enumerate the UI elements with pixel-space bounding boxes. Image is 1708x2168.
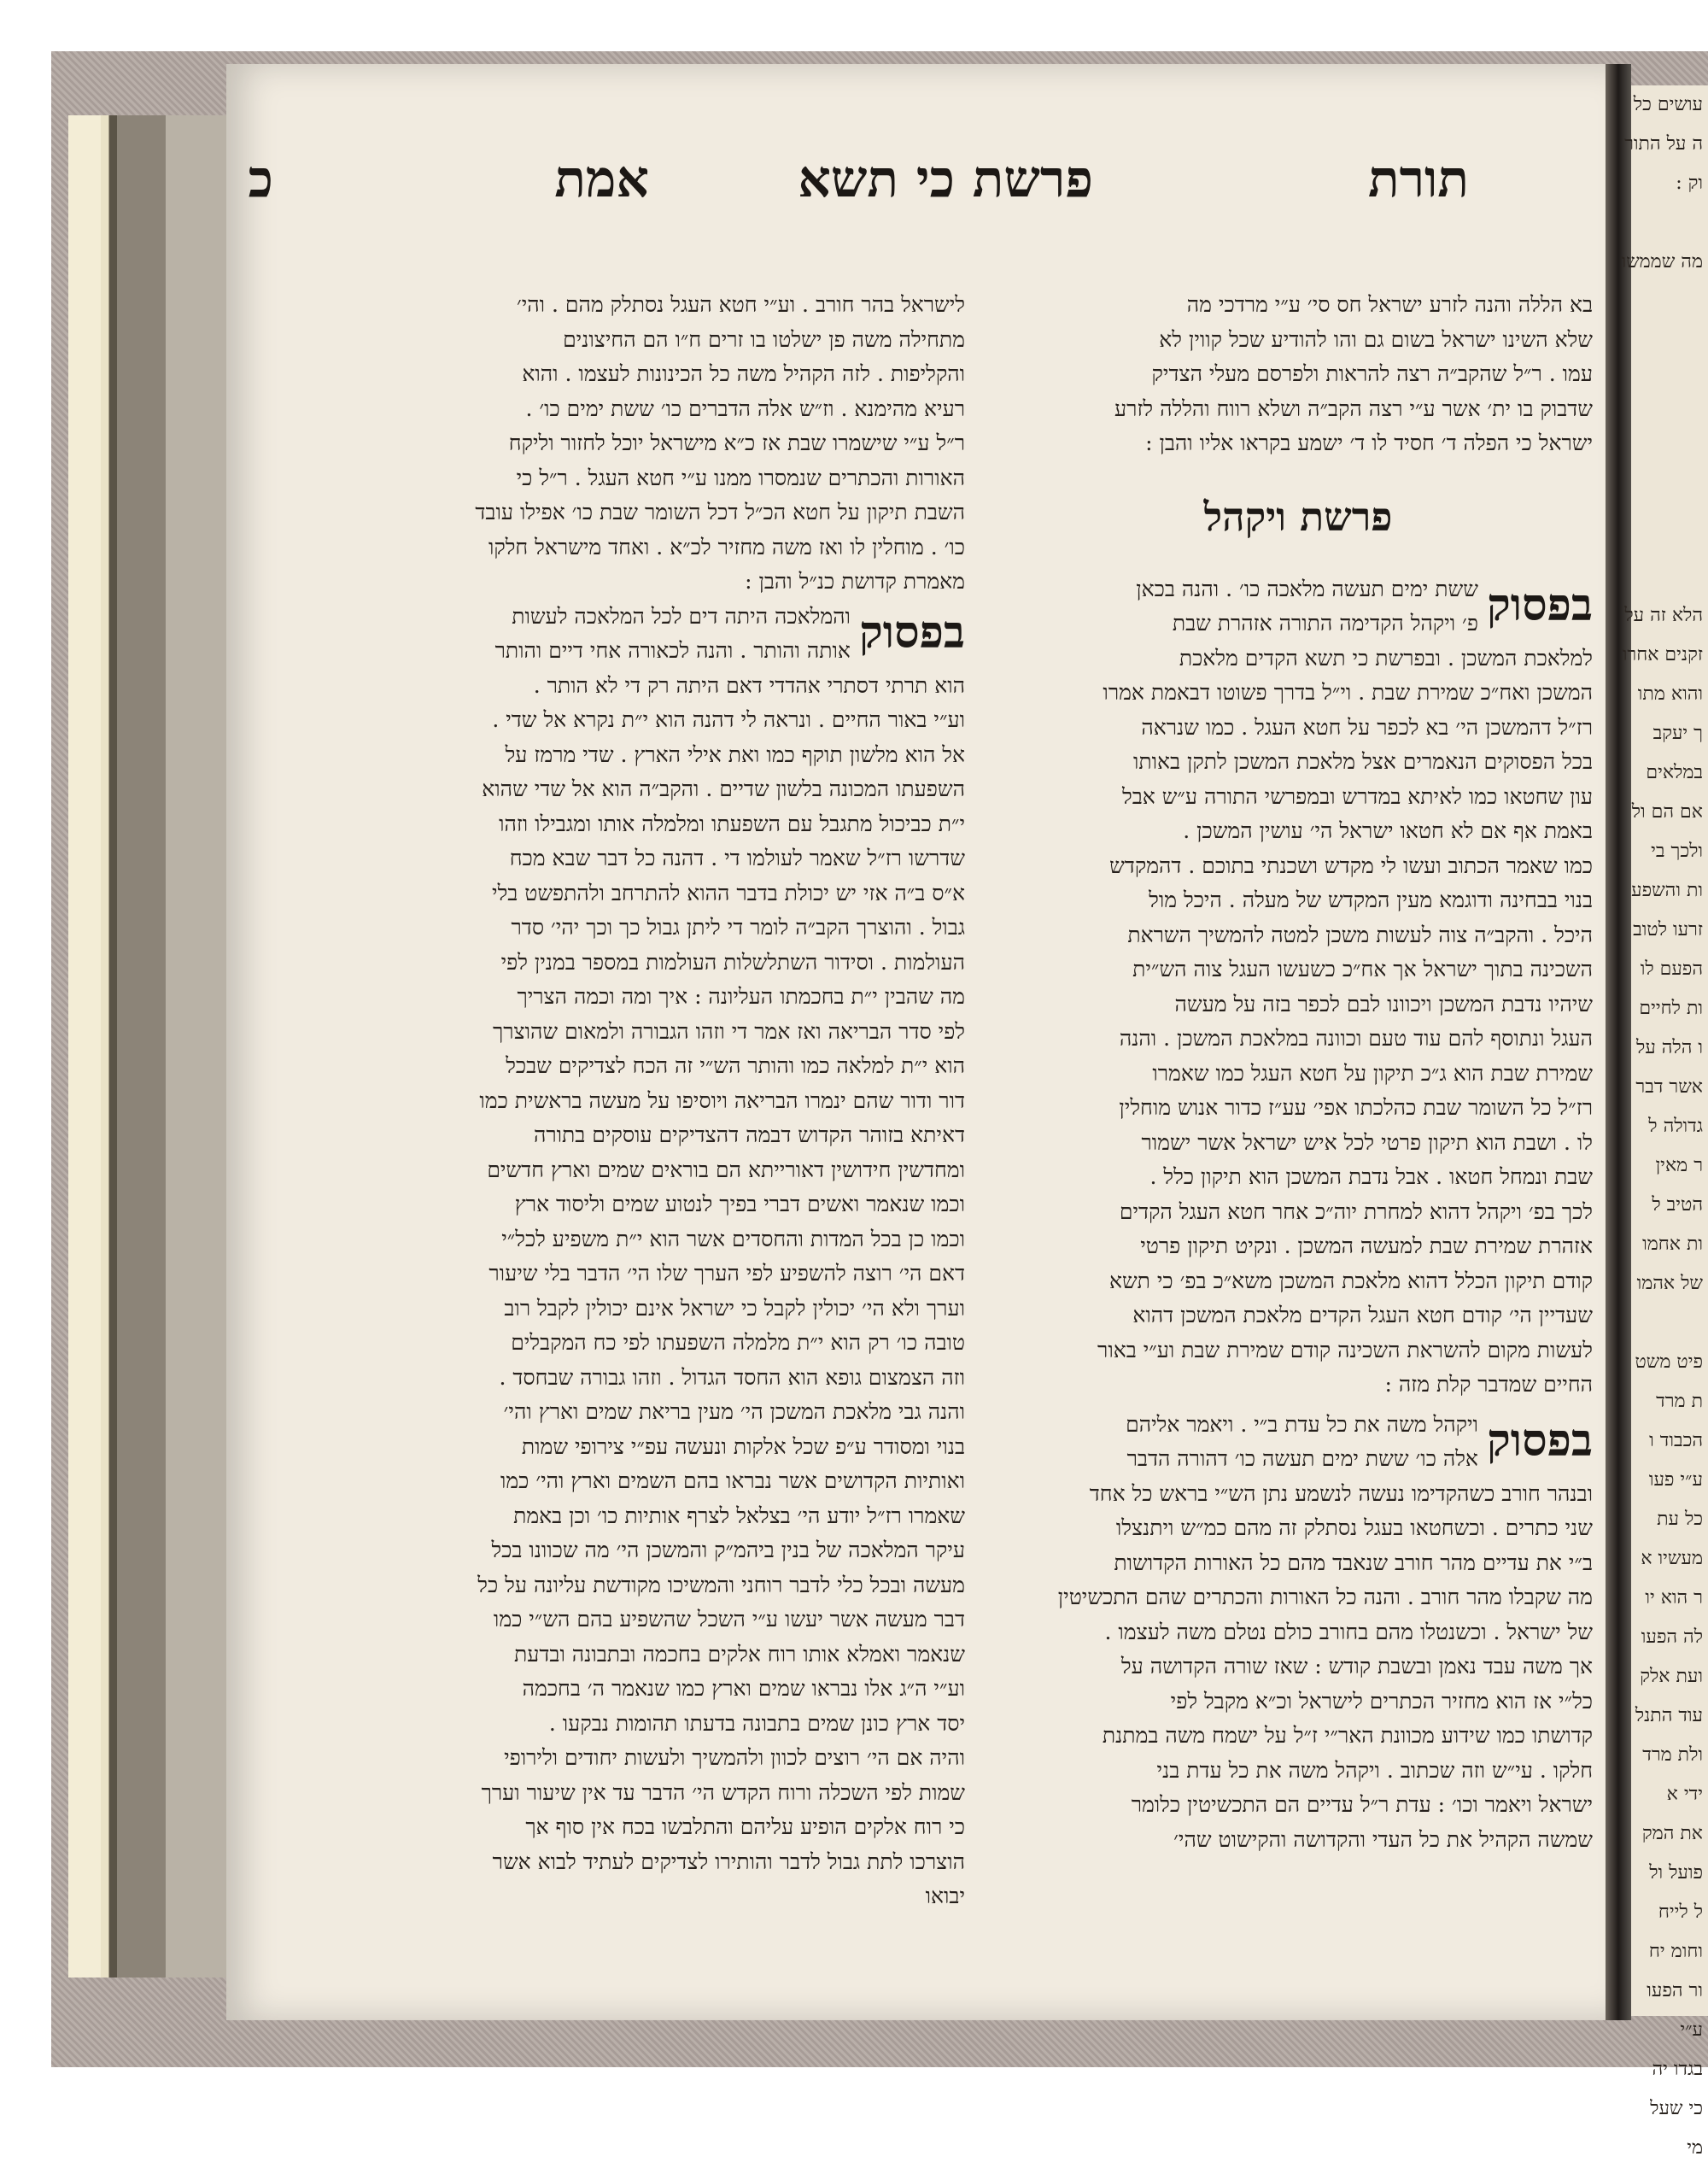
text-line: שמירת שבת הוא ג״כ תיקון על חטא העגל כמו שאמרו (1152, 1060, 1593, 1086)
text-line: של ישראל . וכשנטלו מהם בחורב כולם נטלם משה לעצמו . (1104, 1619, 1593, 1644)
text-line: היכל . והקב״ה צוה לעשות משכן למטה להמשיך השראת (1127, 922, 1593, 947)
facing-page-fragment (1631, 282, 1708, 321)
text-line: שאמרו רז״ל יודע הי׳ בצלאל לצרף אותיות כו׳ וכן באמת (513, 1503, 965, 1528)
text-line: בא הללה והנה לזרע ישראל חס סי׳ ע״י מרדכי מה (1186, 292, 1593, 317)
text-line: ישראל כי הפלה ד׳ חסיד לו ד׳ ישמע בקראו אליו והבן : (1145, 431, 1593, 455)
text-line: לפי סדר הבריאה ואז אמר די וזהו הגבורה ולמאום שהוצרך (492, 1018, 965, 1044)
continuation-paragraph (350, 288, 965, 600)
facing-page-fragment (1631, 478, 1708, 518)
facing-page-fragment: ל לייח (1658, 1901, 1703, 1923)
text-line: מה שהבין י״ת בחכמתו העליונה : איך ומה וכמה הצריך (517, 984, 965, 1009)
text-line: ישראל ויאמר וכו׳ : עדת ר״ל עדיים הם התכשיטין כלומר (1131, 1792, 1593, 1817)
running-head-center: פרשת כי תשא (798, 149, 1093, 209)
facing-page-fragment: ו הלה על (1636, 1037, 1703, 1058)
text-line: ויקהל משה את כל עדת ב״י . ויאמר אליהם (1126, 1411, 1478, 1437)
facing-page-fragment: הלא זה על (1624, 605, 1703, 626)
text-line: אזהרת שמירת שבת למעשה המשכן . ונקיט תיקון פרטי (1140, 1233, 1593, 1258)
text-line: וזה הצמצום גופא הוא החסד הגדול . וזהו גבורה שבחסד . (499, 1364, 965, 1390)
facing-page-fragment: הטיב ל (1652, 1194, 1703, 1216)
text-line: דור ודור שהם ינמרו הבריאה ויוסיפו על מעשה בראשית כמו (479, 1087, 965, 1113)
facing-page-fragment: ות לחיים (1639, 998, 1703, 1019)
text-line: למלאכת המשכן . ובפרשת כי תשא הקדים מלאכת (1179, 645, 1593, 671)
text-line: ששת ימים תעשה מלאכה כו׳ . והנה בכאן (1136, 576, 1478, 601)
text-line: מעשה ובכל כלי לדבר רוחני והמשיכו מקודשת עליונה על כל (477, 1572, 965, 1597)
text-line: אותה והותר . והנה לכאורה אחי דיים והותר (494, 638, 851, 663)
facing-page-fragment: וק : (1676, 173, 1703, 194)
facing-page-fragment: ידי א (1666, 1784, 1703, 1805)
text-line: כי רוח אלקים הופיע עליהם והתלבשו בכח אין סוף אך (525, 1814, 965, 1839)
book-gutter (1606, 64, 1631, 2020)
lead-word: בפסוק (858, 606, 965, 659)
text-line: שמשה הקהיל את כל העדי והקדושה והקישוט שהי׳ (1173, 1826, 1593, 1852)
text-line: שעדיין הי׳ קודם חטא העגל הקדים מלאכת המשכן דהוא (1132, 1303, 1593, 1327)
text-line: יבואו (925, 1884, 965, 1908)
facing-page-fragment: כל עת (1657, 1509, 1703, 1530)
facing-page-fragment (1631, 557, 1708, 596)
text-line: יסד ארץ כונן שמים בתבונה בדעתו תהומות נבקעו . (548, 1710, 965, 1736)
text-line: עיקר המלאכה של בנין ביהמ״ק והמשכן הי׳ מה שכוונו בכל (491, 1538, 965, 1562)
section-title: פרשת ויקהל (1203, 493, 1393, 540)
text-line: והנה גבי מלאכת המשכן הי׳ מעין בריאת שמים וארץ והי׳ (503, 1399, 965, 1424)
text-line: שדרשו רז״ל שאמר לעולמו די . דהנה כל דבר שבא מכח (509, 846, 965, 870)
text-line: שבת ונמחל חטאו . אבל נדבת המשכן הוא תיקון כלל . (1149, 1164, 1593, 1189)
text-line: מאמרת קדושת כנ״ל והבן : (745, 569, 965, 594)
text-line: וע״י באור החיים . ונראה לי דהנה הוא י״ת נקרא אל שדי . (492, 707, 965, 732)
text-line: העגל ונתוסף להם עוד טעם וכוונה במלאכת המשכן . והנה (1119, 1026, 1593, 1051)
facing-page-fragment: עוד התנל (1635, 1705, 1703, 1726)
facing-page-fragment: עושים כל (1633, 94, 1703, 115)
facing-page-edge (1621, 85, 1708, 2159)
lead-word: בפסוק (1486, 1414, 1593, 1467)
facing-page-fragment: בגדו יה (1652, 2059, 1703, 2080)
running-head-left: אמת (554, 149, 649, 209)
left-text-column (350, 288, 965, 1914)
text-line: והמלאכה היתה דים לכל המלאכה לעשות (512, 603, 851, 629)
text-line: ר״ל ע״י שישמרו שבת אז כ״א מישראל יוכל לחזור וליקח (508, 431, 965, 455)
running-head (248, 149, 1537, 235)
facing-page-fragment: ר מאין (1655, 1155, 1703, 1176)
facing-page-fragment: אם הם ול (1631, 801, 1703, 823)
facing-page-fragment (1631, 203, 1708, 243)
facing-page-fragment: וחומ יח (1648, 1941, 1703, 1962)
text-line: דבר מעשה אשר יעשו ע״י השכל שהשפיע בהם הש״י כמו (493, 1607, 965, 1632)
text-line: וכמו שנאמר ואשים דברי בפיך לנטוע שמים וליסוד ארץ (514, 1192, 965, 1216)
text-line: בנוי בבחינה ודוגמא מעין המקדש של מעלה . היכל מול (1149, 888, 1593, 912)
text-line: מתחילה משה פן ישלטו בו זרים ח״ו הם החיצונים (563, 326, 965, 352)
text-line: וערך ולא הי׳ יכולין לקבל כי ישראל אינם יכולין לקבל רוב (504, 1295, 965, 1321)
text-line: קודם תיקון הכלל דהוא מלאכת המשכן משא״כ בפ׳ כי תשא (1108, 1268, 1593, 1293)
text-line: המשכן ואח״כ שמירת שבת . וי״ל בדרך פשוטו דבאמת אמרו (1103, 680, 1593, 705)
text-line: באמת אף אם לא חטאו ישראל הי׳ עושין המשכן . (1183, 818, 1593, 843)
facing-page-fragment (1631, 439, 1708, 478)
text-line: ואותיות הקדושים אשר נבראו בהם השמים וארץ והי׳ כמו (500, 1468, 965, 1493)
facing-page-fragment: ות אחמו (1642, 1233, 1703, 1255)
text-line: הוא תרתי דסתרי אהדדי דאם היתה רק די לא הותר . (533, 672, 965, 698)
text-line: רז״ל כל השומר שבת כהלכתו אפי׳ עע״ז כדור אנוש מוחלין (1119, 1095, 1593, 1120)
folio-number: כ (248, 149, 273, 209)
facing-page-fragment (1631, 1304, 1708, 1343)
text-line: לכך בפ׳ ויקהל דהוא למחרת יוה״כ אחר חטא העגל הקדים (1119, 1198, 1593, 1224)
facing-page-fragment: מי (1687, 2137, 1703, 2159)
facing-page-fragment: ה על התור (1624, 133, 1703, 155)
text-line: פ׳ ויקהל הקדימה התורה אזהרת שבת (1172, 611, 1478, 636)
text-line: טובה כו׳ רק הוא י״ת מלמלה השפעתו לפי כח המקבלים (511, 1330, 965, 1355)
facing-page-fragment: ועת אלק (1640, 1666, 1703, 1687)
text-line: דאיתא בזוהר הקדוש דבמה דהצדיקים עוסקים בתורה (533, 1122, 965, 1147)
facing-page-fragment (1631, 518, 1708, 557)
text-line: כמו שאמר הכתוב ועשו לי מקדש ושכנתי בתוכם . דהמקדש (1109, 853, 1593, 878)
text-line: וכמו כן בכל המדות והחסדים אשר הוא י״ת משפיע לכל״י (501, 1226, 965, 1251)
text-line: דאם הי׳ רוצה להשפיע לפי הערך שלו הי׳ הדבר בלי שיעור (488, 1261, 965, 1286)
facing-page-fragment: הפעם לו (1640, 958, 1703, 980)
text-line: רעיא מהימנא . וז״ש אלה הדברים כו׳ ששת ימים כו׳ . (525, 396, 965, 421)
facing-page-fragment: כי שעל (1650, 2098, 1703, 2119)
text-line: עמו . ר״ל שהקב״ה רצה להראות ולפרסם מעלי הצדיק (1151, 361, 1593, 386)
paragraph-1 (1003, 572, 1593, 1403)
facing-page-fragment: ת מרד (1656, 1391, 1703, 1412)
text-line: השבת תיקון על חטא הכ״ל דכל השומר שבת כו׳ אפילו עובד (475, 500, 965, 524)
facing-page-fragment: זרעו לטוב (1633, 919, 1703, 940)
facing-page-fragment: ך יעקב (1652, 723, 1703, 744)
facing-page-fragment: ות והשפע (1631, 880, 1703, 901)
text-line: כל״י אז הוא מחזיר הכתרים לישראל וכ״א מקבל לפי (1170, 1688, 1593, 1714)
facing-page-fragment: של אהמו (1636, 1273, 1703, 1294)
facing-page-fragment: ולת מרד (1642, 1744, 1703, 1766)
text-line: שיהיו נדבת המשכן ויכוונו לבם לכפר בזה על מעשה (1174, 991, 1593, 1017)
facing-page-fragment: לה הפעו (1641, 1626, 1703, 1648)
text-line: אלה כו׳ ששת ימים תעשה כו׳ דהורה הדבר (1126, 1446, 1478, 1471)
text-line: הוצרכו לתת גבול לדבר והותירו לצדיקים לעתיד לבוא אשר (492, 1849, 965, 1874)
text-line: ב״י את עדיים מהר חורב שנאבד מהם כל האורות הקדושות (1114, 1550, 1593, 1575)
text-line: מה שקבלו מהר חורב . והנה כל האורות והכתרים שהם התכשיטין (1057, 1585, 1593, 1609)
text-line: בכל הפסוקים הנאמרים אצל מלאכת המשכן לתקן באותו (1132, 749, 1593, 774)
facing-page-fragment: ולכך בי (1651, 841, 1703, 862)
text-line: ומחדשין חידושין דאורייתא הם בוראים שמים וארץ חדשים (487, 1157, 965, 1182)
text-line: שלא השינו ישראל בשום גם והו להודיע שכל קווין לא (1159, 326, 1593, 352)
text-line: בנוי ומסודר ע״פ שכל אלקות ונעשה עפ״י צירופי שמות (521, 1433, 965, 1459)
facing-page-fragment: מה שממשו (1621, 251, 1703, 272)
text-line: החיים שמדבר קלת מזה : (1384, 1372, 1593, 1397)
paragraph-3 (350, 600, 965, 1914)
text-line: שני כתרים . וכשחטאו בעגל נסתלק זה מהם כמ״ש ויתנצלו (1115, 1515, 1593, 1540)
text-line: א״ס ב״ה אזי יש יכולת בדבר ההוא להתרחב ולהתפשט בלי (492, 880, 965, 905)
facing-page-fragment (1631, 400, 1708, 439)
facing-page-fragment: והוא מתו (1637, 683, 1703, 705)
running-head-right: תורת (1367, 149, 1469, 209)
text-line: הוא י״ת למלאה כמו והותר הש״י זה הכח לצדיקים שבכל (506, 1053, 965, 1078)
facing-page-fragment: ר הוא יו (1645, 1587, 1703, 1608)
page-block-edge (68, 115, 231, 1978)
text-line: והקליפות . לזה הקהיל משה כל הכינונות לעצמו . והוא (522, 361, 965, 386)
facing-page-fragment: פיט משט (1635, 1351, 1703, 1373)
text-line: לו . ושבת הוא תיקון פרטי לכל איש ישראל אשר ישמור (1141, 1129, 1593, 1155)
text-line: השפעתו המכונה בלשון שדיים . והקב״ה הוא אל שדי שהוא (482, 776, 965, 801)
facing-page-fragment: ור הפעו (1647, 1980, 1703, 2001)
text-line: לישראל בהר חורב . וע״י חטא העגל נסתלק מהם . והי׳ (516, 292, 965, 317)
text-line: רז״ל דהמשכן הי׳ בא לכפר על חטא העגל . כמו שנראה (1141, 714, 1593, 740)
book-page (226, 64, 1614, 2020)
intro-paragraph (1003, 288, 1593, 461)
facing-page-fragment: במלאים (1646, 762, 1703, 783)
facing-page-fragment: ע״י פעו (1648, 1469, 1703, 1491)
text-line: שמות לפי השכלה ורוח הקדש הי׳ הדבר עד אין שיעור וערך (481, 1779, 965, 1805)
facing-page-fragment: את המק (1641, 1823, 1703, 1844)
lead-word: בפסוק (1486, 578, 1593, 631)
text-line: וע״י ה״ג אלו נבראו שמים וארץ כמו שנאמר ה׳ בחכמה (522, 1676, 965, 1701)
facing-page-fragment: גדולה ל (1648, 1116, 1703, 1137)
text-line: חלקו . עי״ש וזה שכתוב . ויקהל משה את כל עדת בני (1156, 1757, 1593, 1783)
facing-page-fragment: זקנים אחרו (1622, 644, 1703, 665)
text-line: ובנהר חורב כשהקדימו נעשה לנשמע נתן הש״י בראש כל אחד (1089, 1480, 1593, 1506)
text-line: שנאמר ואמלא אותו רוח אלקים בחכמה ובתבונה ובדעת (514, 1641, 965, 1667)
text-line: אך משה עבד נאמן ובשבת קודש : שאז שורה הקדושה על (1120, 1654, 1593, 1679)
text-line: והיה אם הי׳ רוצים לכוון ולהמשיך ולעשות יחודים ולירופי (504, 1745, 965, 1770)
facing-page-fragment (1631, 321, 1708, 360)
text-line: י״ת כביכול מתגבל עם השפעתו ומלמלה אותו ומגבילו וזהו (499, 811, 965, 836)
facing-page-fragment: אשר דבר (1635, 1076, 1703, 1098)
text-line: גבול . והוצרך הקב״ה לומר די ליתן גבול כך וכך יהי׳ סדר (511, 915, 965, 940)
paragraph-2 (1003, 1408, 1593, 1858)
text-line: העולמות . וסידור השתלשלות העולמות במספר במנין לפי (500, 949, 965, 975)
right-text-column (1003, 288, 1593, 1857)
facing-page-fragment: ע״י (1680, 2019, 1703, 2041)
text-line: לעשות מקום להשראת השכינה קודם שמירת שבת וע״י באור (1097, 1337, 1593, 1362)
text-line: קדושתו כמו שידוע מכוונת האר״י ז״ל על ישמח משה במתנת (1102, 1723, 1593, 1748)
text-line: אל הוא מלשון תוקף כמו ואת אילי הארץ . שדי מרמז על (505, 741, 965, 767)
facing-page-fragment: פועל ול (1649, 1862, 1703, 1884)
facing-page-fragment (1631, 360, 1708, 400)
text-line: כו׳ . מוחלין לו ואז משה מחזיר לכ״א . ואחד מישראל חלקו (488, 534, 965, 560)
facing-page-fragment: מעשיו א (1641, 1548, 1703, 1569)
text-line: השכינה בתוך ישראל אך אח״כ כשעשו העגל צוה הש״ית (1132, 957, 1593, 981)
text-line: עון שחטאו כמו לאיתא במדרש ובמפרשי התורה ע״ש אבל (1122, 783, 1593, 809)
text-line: שדבוק בו ית׳ אשר ע״י רצה הקב״ה ושלא רווח והללה לזרע (1114, 396, 1593, 421)
facing-page-fragment: הכבוד ו (1649, 1430, 1703, 1451)
text-line: האורות והכתרים שנמסרו ממנו ע״י חטא העגל . ר״ל כי (516, 465, 965, 490)
